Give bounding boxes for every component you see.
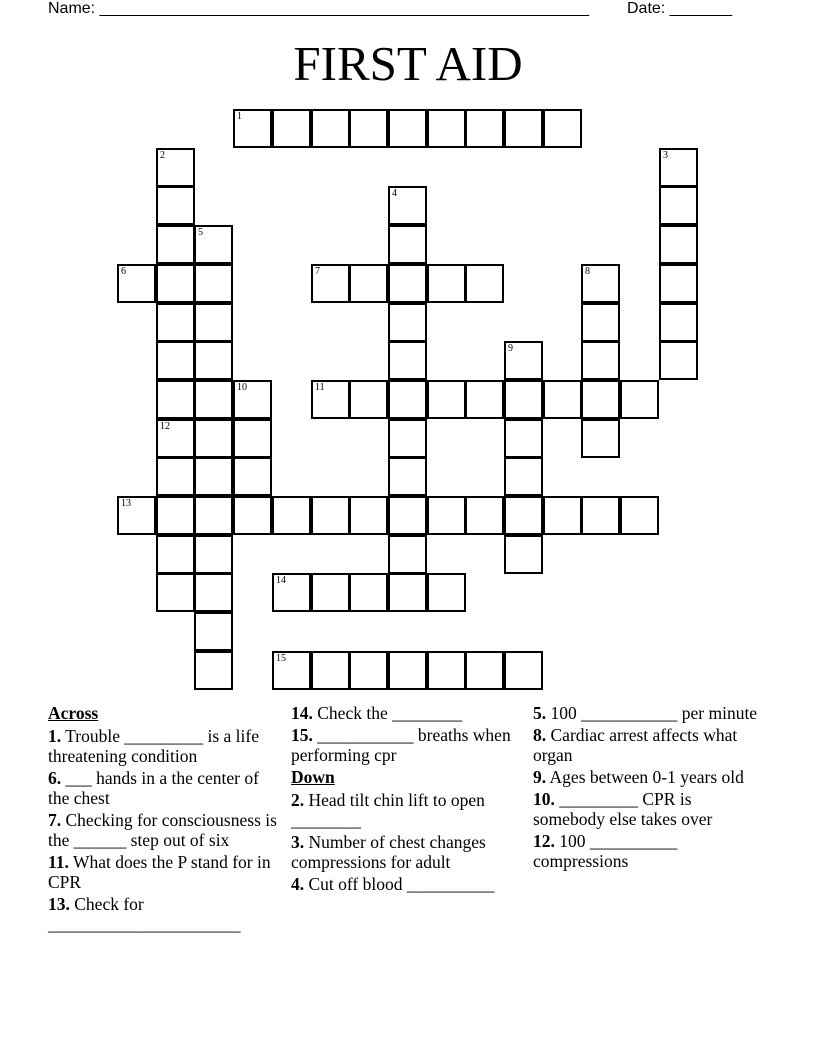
grid-cell[interactable] xyxy=(465,264,504,303)
grid-cell[interactable] xyxy=(388,535,427,574)
grid-cell[interactable] xyxy=(504,341,543,380)
across-heading: Across xyxy=(48,703,99,723)
grid-cell[interactable] xyxy=(156,225,195,264)
grid-cell[interactable] xyxy=(194,303,233,342)
grid-cell[interactable] xyxy=(349,380,388,419)
grid-cell[interactable] xyxy=(504,535,543,574)
grid-cell[interactable] xyxy=(465,651,504,690)
grid-cell[interactable] xyxy=(272,573,311,612)
grid-cell[interactable] xyxy=(659,264,698,303)
grid-cell[interactable] xyxy=(427,264,466,303)
grid-cell[interactable] xyxy=(659,225,698,264)
cell-number: 2 xyxy=(160,150,165,161)
grid-cell[interactable] xyxy=(388,186,427,225)
grid-cell[interactable] xyxy=(659,148,698,187)
grid-cell[interactable] xyxy=(388,651,427,690)
grid-cell[interactable] xyxy=(233,380,272,419)
cell-number: 8 xyxy=(585,266,590,277)
grid-cell[interactable] xyxy=(156,573,195,612)
grid-cell[interactable] xyxy=(349,109,388,148)
grid-cell[interactable] xyxy=(156,457,195,496)
grid-cell[interactable] xyxy=(194,612,233,651)
grid-cell[interactable] xyxy=(543,109,582,148)
grid-cell[interactable] xyxy=(311,109,350,148)
grid-cell[interactable] xyxy=(194,496,233,535)
clue-across-15: 15. ___________ breaths when performing cpr xyxy=(291,725,511,765)
grid-cell[interactable] xyxy=(272,109,311,148)
grid-cell[interactable] xyxy=(156,264,195,303)
grid-cell[interactable] xyxy=(311,651,350,690)
cell-number: 3 xyxy=(663,150,668,161)
grid-cell[interactable] xyxy=(156,186,195,225)
cell-number: 13 xyxy=(121,498,131,509)
grid-cell[interactable] xyxy=(388,380,427,419)
grid-cell[interactable] xyxy=(194,457,233,496)
grid-cell[interactable] xyxy=(388,419,427,458)
grid-cell[interactable] xyxy=(581,303,620,342)
grid-cell[interactable] xyxy=(388,264,427,303)
clue-down-5: 5. 100 ___________ per minute xyxy=(533,703,758,723)
grid-cell[interactable] xyxy=(272,496,311,535)
grid-cell[interactable] xyxy=(388,341,427,380)
clue-across-13: 13. Check for ______________________ xyxy=(48,894,241,934)
grid-cell[interactable] xyxy=(581,496,620,535)
clue-across-6: 6. ___ hands in a the center of the chest xyxy=(48,768,259,808)
cell-number: 14 xyxy=(276,575,286,586)
clue-down-8: 8. Cardiac arrest affects what organ xyxy=(533,725,738,765)
grid-cell[interactable] xyxy=(465,380,504,419)
grid-cell[interactable] xyxy=(504,496,543,535)
grid-cell[interactable] xyxy=(388,109,427,148)
grid-cell[interactable] xyxy=(388,303,427,342)
grid-cell[interactable] xyxy=(272,651,311,690)
grid-cell[interactable] xyxy=(194,380,233,419)
grid-cell[interactable] xyxy=(465,496,504,535)
grid-cell[interactable] xyxy=(659,341,698,380)
clue-across-14: 14. Check the ________ xyxy=(291,703,463,723)
page-title: FIRST AID xyxy=(293,36,523,91)
cell-number: 12 xyxy=(160,421,170,432)
grid-cell[interactable] xyxy=(388,457,427,496)
grid-cell[interactable] xyxy=(233,496,272,535)
cell-number: 7 xyxy=(315,266,320,277)
grid-cell[interactable] xyxy=(581,419,620,458)
cell-number: 10 xyxy=(237,382,247,393)
clue-down-2: 2. Head tilt chin lift to open ________ xyxy=(291,790,485,830)
cell-number: 4 xyxy=(392,188,397,199)
grid-cell[interactable] xyxy=(156,148,195,187)
clue-down-3: 3. Number of chest changes compressions for adult xyxy=(291,832,486,872)
name-field[interactable]: Name: _______________________________________________________ xyxy=(48,0,589,17)
grid-cell[interactable] xyxy=(620,496,659,535)
grid-cell[interactable] xyxy=(581,264,620,303)
down-heading: Down xyxy=(291,767,335,787)
grid-cell[interactable] xyxy=(620,380,659,419)
clues-column-3 xyxy=(533,703,763,873)
grid-cell[interactable] xyxy=(311,573,350,612)
grid-cell[interactable] xyxy=(504,651,543,690)
grid-cell[interactable] xyxy=(349,496,388,535)
grid-cell[interactable] xyxy=(117,496,156,535)
grid-cell[interactable] xyxy=(427,109,466,148)
grid-cell[interactable] xyxy=(388,225,427,264)
grid-cell[interactable] xyxy=(156,535,195,574)
grid-cell[interactable] xyxy=(504,419,543,458)
grid-cell[interactable] xyxy=(311,264,350,303)
clues-column-1 xyxy=(48,703,284,936)
grid-cell[interactable] xyxy=(427,573,466,612)
clue-down-10: 10. _________ CPR is somebody else takes over xyxy=(533,789,713,829)
grid-cell[interactable] xyxy=(194,535,233,574)
grid-cell[interactable] xyxy=(233,457,272,496)
clue-down-9: 9. Ages between 0-1 years old xyxy=(533,767,744,787)
grid-cell[interactable] xyxy=(504,380,543,419)
grid-cell[interactable] xyxy=(194,264,233,303)
grid-cell[interactable] xyxy=(311,380,350,419)
grid-cell[interactable] xyxy=(194,651,233,690)
grid-cell[interactable] xyxy=(581,341,620,380)
grid-cell[interactable] xyxy=(388,573,427,612)
grid-cell[interactable] xyxy=(311,496,350,535)
grid-cell[interactable] xyxy=(194,419,233,458)
grid-cell[interactable] xyxy=(349,651,388,690)
grid-cell[interactable] xyxy=(156,341,195,380)
clue-across-1: 1. Trouble _________ is a life threatening condition xyxy=(48,726,259,766)
cell-number: 11 xyxy=(315,382,325,393)
grid-cell[interactable] xyxy=(504,457,543,496)
cell-number: 15 xyxy=(276,653,286,664)
grid-cell[interactable] xyxy=(543,380,582,419)
clues-column-2 xyxy=(291,703,517,896)
grid-cell[interactable] xyxy=(581,380,620,419)
grid-cell[interactable] xyxy=(465,109,504,148)
clue-down-12: 12. 100 __________ compressions xyxy=(533,831,678,871)
grid-cell[interactable] xyxy=(504,109,543,148)
cell-number: 1 xyxy=(237,111,242,122)
grid-cell[interactable] xyxy=(659,186,698,225)
clue-across-11: 11. What does the P stand for in CPR xyxy=(48,852,271,892)
grid-cell[interactable] xyxy=(233,109,272,148)
grid-cell[interactable] xyxy=(349,264,388,303)
grid-cell[interactable] xyxy=(194,225,233,264)
grid-cell[interactable] xyxy=(194,573,233,612)
grid-cell[interactable] xyxy=(427,496,466,535)
grid-cell[interactable] xyxy=(543,496,582,535)
clue-down-4: 4. Cut off blood __________ xyxy=(291,874,495,894)
date-field[interactable]: Date: _______ xyxy=(627,0,732,17)
cell-number: 5 xyxy=(198,227,203,238)
grid-cell[interactable] xyxy=(388,496,427,535)
grid-cell[interactable] xyxy=(233,419,272,458)
grid-cell[interactable] xyxy=(194,341,233,380)
grid-cell[interactable] xyxy=(659,303,698,342)
grid-cell[interactable] xyxy=(156,419,195,458)
grid-cell[interactable] xyxy=(427,380,466,419)
grid-cell[interactable] xyxy=(156,496,195,535)
grid-cell[interactable] xyxy=(156,303,195,342)
cell-number: 6 xyxy=(121,266,126,277)
grid-cell[interactable] xyxy=(117,264,156,303)
cell-number: 9 xyxy=(508,343,513,354)
clue-across-7: 7. Checking for consciousness is the ______ step out of six xyxy=(48,810,277,850)
grid-cell[interactable] xyxy=(349,573,388,612)
grid-cell[interactable] xyxy=(156,380,195,419)
grid-cell[interactable] xyxy=(427,651,466,690)
